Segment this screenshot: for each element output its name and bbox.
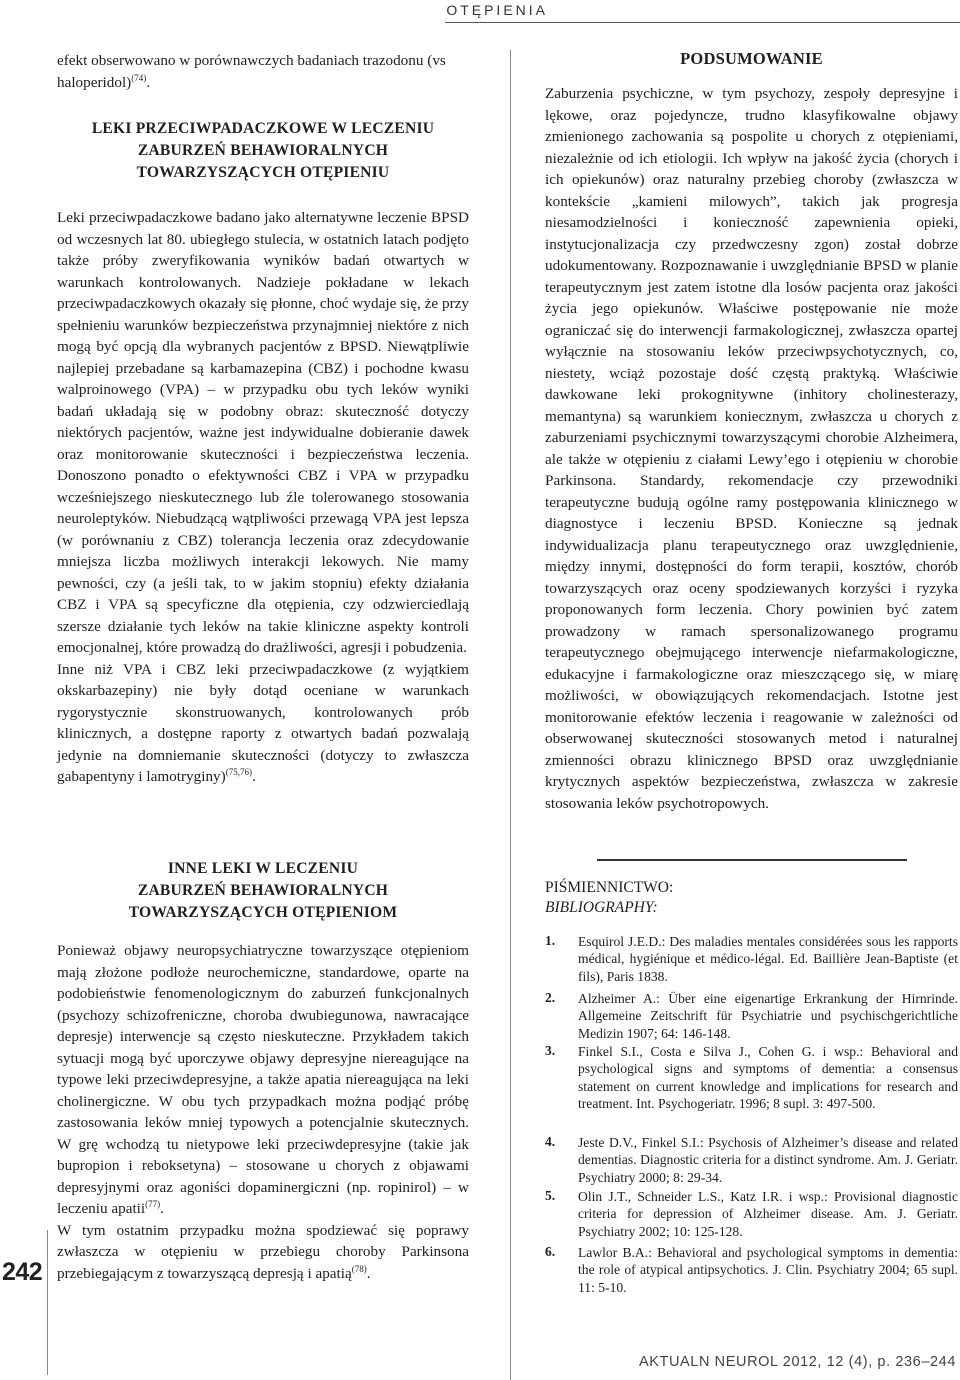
page-number: 242 [2, 1258, 43, 1286]
body-paragraph: Leki przeciwpadaczkowe badano jako alternatywne leczenie BPSD od wczesnych lat 80. ubiegłego stulecia, w ostatnich latach podjęto także próby zweryfikowania wyników badań otwartych w warunkach kontrolowanych. Nadzieje pokładane w lekach przeciwpadaczkowych okazały się płonne, choć wydaje się, że przy spełnieniu warunków bezpieczeństwa przynajmniej niektóre z nich mogą być opcją dla wybranych pacjentów z BPSD. Niewątpliwie najlepiej przebadane są karbamazepina (CBZ) i pochodne kwasu walproinowego (VPA) – w przypadku obu tych leków wyniki badań układają się w podobny obraz: skuteczność dotyczy niektórych pacjentów, ważne jest indywidualne dobieranie dawek oraz monitorowanie skuteczności i bezpieczeństwa leczenia. Donoszono ponadto o efektywności CBZ i VPA w przypadku wcześniejszego nieskutecznego lub źle tolerowanego stosowania neuroleptyków. Niebudzącą wątpliwości przewagą VPA jest lepsza (w porównaniu z CBZ) tolerancja leczenia oraz zdecydowanie mniejsza liczba możliwych interakcji lekowych. Nie mamy pewności, czy (a jeśli tak, to w jakim stopniu) efekty działania CBZ i VPA są specyficzne dla otępienia, czy odzwierciedlają szersze działanie tych leków na takie kliniczne aspekty kontroli emocjonalnej, które prowadzą do drażliwości, agresji i pobudzenia. [57, 209, 469, 656]
reference-item [545, 1188, 958, 1240]
reference-text: Esquirol J.E.D.: Des maladies mentales considérées sous les rapports médical, hygiénique et médico-légal. Ed. Baillière Jean-Baptiste (et fils), Paris 1838. [578, 934, 958, 984]
citation: (77) [145, 1198, 161, 1209]
journal-citation-footer: AKTUALN NEUROL 2012, 12 (4), p. 236–244 [638, 1354, 956, 1370]
reference-text: Alzheimer A.: Über eine eigenartige Erkrankung der Hirnrinde. Allgemeine Zeitschrift für Psychiatrie und psychischgerichtliche Medizin 1907; 64: 146-148. [578, 991, 958, 1041]
citation: (78) [351, 1263, 367, 1274]
heading-line: ZABURZEŃ BEHAWIORALNYCH [137, 882, 389, 899]
reference-item [545, 1244, 958, 1296]
section-title: OTĘPIENIA [446, 2, 548, 18]
bibliography-subtitle: BIBLIOGRAPHY: [545, 899, 658, 916]
running-header [445, 0, 960, 23]
citation: (74) [131, 72, 147, 83]
reference-text: Olin J.T., Schneider L.S., Katz I.R. i wsp.: Provisional diagnostic criteria for depression of Alzheimer disease. Am. J. Geriatr. Psychiatry 2002; 10: 125-128. [578, 1189, 958, 1239]
reference-text: Lawlor B.A.: Behavioral and psychological symptoms in dementia: the role of atypical antipsychotics. J. Clin. Psychiatry 2004; 65 supl. 11: 5-10. [578, 1245, 958, 1295]
reference-item [545, 1043, 958, 1113]
reference-number: 2. [545, 990, 556, 1005]
bibliography-title: PIŚMIENNICTWO: [545, 879, 674, 896]
heading-line: INNE LEKI W LECZENIU [167, 860, 359, 877]
reference-item [545, 990, 958, 1042]
section-heading-other-drugs [57, 858, 469, 924]
bibliography-rule [597, 859, 907, 861]
section-heading-antiepileptics [57, 118, 469, 184]
right-column [545, 48, 958, 814]
reference-text: Finkel S.I., Costa e Silva J., Cohen G. i wsp.: Behavioral and psychological signs and symptoms of dementia: a consensus statement on current knowledge and implications for research and treatment. Int. Psychogeriatr. 1996; 8 supl. 3: 497-500. [578, 1044, 958, 1112]
heading-line: LEKI PRZECIWPADACZKOWE W LECZENIU [91, 120, 435, 137]
body-paragraph: efekt obserwowano w porównawczych badaniach trazodonu (vs haloperidol)$^{(74)}$. [57, 52, 446, 91]
bibliography-heading [545, 878, 673, 918]
heading-line: TOWARZYSZĄCYCH OTĘPIENIOM [128, 904, 398, 921]
body-paragraph: Ponieważ objawy neuropsychiatryczne towarzyszące otępieniom mają złożone podłoże neurochemiczne, standardowe, oparte na podobieństwie fenomenologicznym do zaburzeń funkcjonalnych (psychozy schizofreniczne, choroba dwubiegunowa, nawracające depresje) interwencje są często nieskuteczne. Przykładem takich sytuacji mogą być uporczywe objawy depresyjne niereagujące na typowe leki przeciwdepresyjne, a także apatia niereagująca na leki cholinergiczne. W obu tych przypadkach można podjąć próbę zastosowania leków mniej typowych a potencjalnie skutecznych. W grę wchodzą tu nietypowe leki przeciwdepresyjne (takie jak bupropion i reboksetyna) – stosowane u chorych z objawami depresyjnymi oraz agoniści dopaminergiczni (np. ropinirol) – w leczeniu apatii$^{(77)}$. [57, 942, 469, 1217]
heading-line: TOWARZYSZĄCYCH OTĘPIENIU [136, 164, 390, 181]
reference-item [545, 933, 958, 985]
summary-paragraph: Zaburzenia psychiczne, w tym psychozy, zespoły depresyjne i lękowe, oraz pojedyncze, trudno klasyfikowalne objawy zmienionego zachowania są pospolite u chorych z otępieniami, niezależnie od ich etiologii. Ich wpływ na jakość życia (chorych i ich opiekunów) oraz naturalny przebieg choroby (zwłaszcza w kontekście „kamieni milowych”, takich jak progresja niesamodzielności i konieczność zapewnienia opieki, instytucjonalizacja czy przedwczesny zgon) został dobrze udokumentowany. Rozpoznawanie i uwzględnianie BPSD w planie terapeutycznym jest zatem istotne dla losów pacjenta oraz jakości życia jego opiekunów. Właściwe postępowanie nie może ograniczać się do interwencji farmakologicznej, zwłaszcza opartej wyłącznie na stosowaniu leków przeciwpsychotycznych, co, niestety, wciąż pozostaje dość częstą praktyką. Właściwie dawkowane leki prokognitywne (inhitory cholinesterazy, memantyna) są warunkiem koniecznym, zwłaszcza u chorych z zaburzeniami psychicznymi towarzyszącymi chorobie Alzheimera, ale także w otępieniu z ciałami Lewy’ego i otępieniu w chorobie Parkinsona. Standardy, rekomendacje czy przewodniki terapeutyczne budują ogólne ramy postępowania klinicznego w diagnostyce i leczeniu BPSD. Konieczne są jednak indywidualizacja planu terapeutycznego oraz uwzględnienie, między innymi, dostępności do form terapii, kosztów, chorób towarzyszących oraz oceny spodziewanych korzyści i ryzyka proponowanych form leczenia. Chory powinien być zatem prowadzony w ramach spersonalizowanego programu terapeutycznego obejmującego interwencje niefarmakologiczne, edukacyjne i farmakologiczne oraz mieszczącego się, w miarę możliwości, w obowiązujących rekomendacjach. Istotne jest monitorowanie efektów leczenia i reagowanie w zależności od obserwowanej skuteczności stosowanych metod i naturalnej zmienności obrazu klinicznego BPSD oraz uwzględnianie krytycznych aspektów bezpieczeństwa, zwłaszcza w zakresie stosowania leków psychotropowych. [545, 85, 958, 812]
reference-number: 5. [545, 1188, 556, 1203]
reference-text: Jeste D.V., Finkel S.I.: Psychosis of Alzheimer’s disease and related dementias. Diagnostic criteria for a distinct syndrome. Am. J. Geriatr. Psychiatry 2000; 8: 29-34. [578, 1135, 958, 1185]
summary-heading: PODSUMOWANIE [680, 49, 823, 68]
citation: (75,76) [225, 766, 252, 777]
column-divider [510, 50, 511, 1380]
left-body-2 [57, 940, 469, 1284]
reference-number: 4. [545, 1134, 556, 1149]
body-paragraph: Inne niż VPA i CBZ leki przeciwpadaczkowe (z wyjątkiem okskarbazepiny) nie były dotąd oceniane w warunkach rygorystycznie skonstruowanych, kontrolowanych prób klinicznych, a dostępne raporty z otwartych badań pozwalają jedynie na domniemanie skuteczności (dotyczy to zwłaszcza gabapentyny i lamotryginy)$^{(75,76)}$. [57, 660, 469, 785]
reference-number: 6. [545, 1244, 556, 1259]
reference-item [545, 1134, 958, 1186]
body-paragraph: W tym ostatnim przypadku można spodziewać się poprawy zwłaszcza w otępieniu w przebiegu choroby Parkinsona przebiegającym z towarzyszącą depresją i apatią$^{(78)}$. [57, 1221, 469, 1282]
page-number-rule [47, 1230, 48, 1375]
heading-line: ZABURZEŃ BEHAWIORALNYCH [137, 142, 389, 159]
left-column [57, 50, 469, 93]
reference-number: 1. [545, 933, 556, 948]
left-body-1 [57, 207, 469, 788]
reference-number: 3. [545, 1043, 556, 1058]
